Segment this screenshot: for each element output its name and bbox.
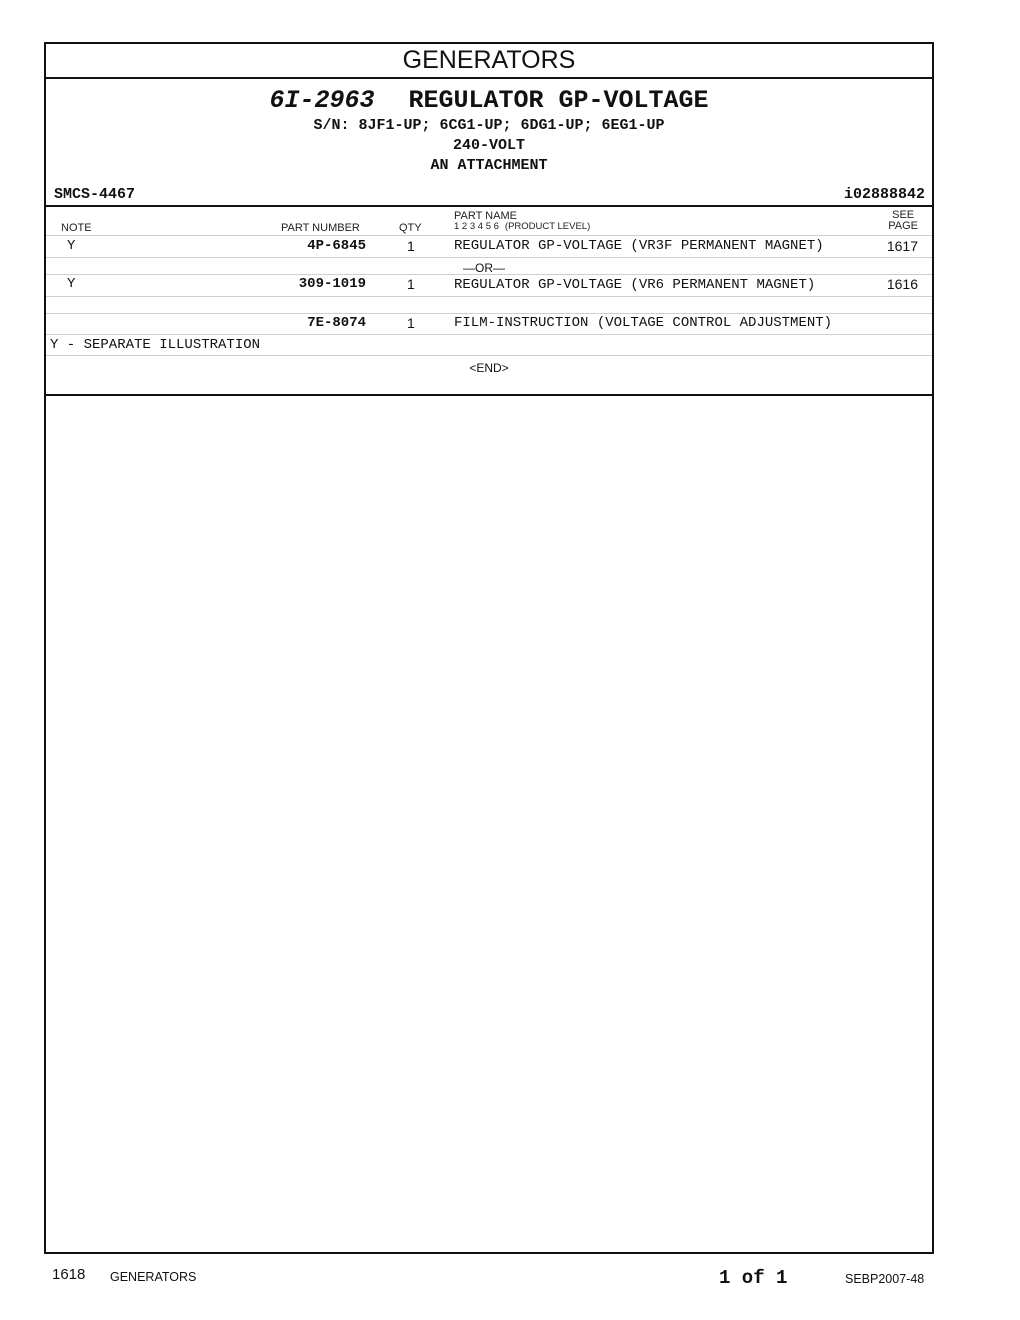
col-qty: QTY: [399, 222, 422, 234]
row-part-name: FILM-INSTRUCTION (VOLTAGE CONTROL ADJUSTMENT): [454, 315, 833, 331]
row-divider: [46, 355, 932, 356]
serial-numbers: S/N: 8JF1-UP; 6CG1-UP; 6DG1-UP; 6EG1-UP: [313, 117, 665, 134]
col-see: SEE: [892, 209, 915, 221]
parts-list-frame: [44, 42, 934, 1254]
illustration-id: i02888842: [843, 186, 925, 203]
col-product-levels: [454, 221, 590, 232]
group-part-number: 6I-2963: [269, 86, 375, 115]
smcs-code: SMCS-4467: [54, 186, 136, 203]
row-see-page[interactable]: 1616: [886, 276, 918, 292]
group-part-name: REGULATOR GP-VOLTAGE: [408, 86, 709, 115]
row-divider: [46, 257, 932, 258]
or-separator: —OR—: [463, 261, 505, 275]
table-row: [46, 274, 932, 294]
table-row: [46, 236, 932, 256]
legend-note: Y - SEPARATE ILLUSTRATION: [50, 337, 261, 353]
row-part-number[interactable]: 4P-6845: [307, 238, 366, 254]
group-title: [46, 86, 932, 116]
row-divider: [46, 334, 932, 335]
col-part-name: PART NAME: [454, 210, 517, 222]
voltage-label: 240-VOLT: [452, 137, 525, 154]
row-part-name: REGULATOR GP-VOLTAGE (VR6 PERMANENT MAGNET): [454, 277, 816, 293]
row-part-number[interactable]: 309-1019: [298, 276, 366, 292]
row-qty: 1: [407, 276, 415, 292]
row-part-number[interactable]: 7E-8074: [307, 315, 366, 331]
row-part-name: REGULATOR GP-VOLTAGE (VR3F PERMANENT MAGNET): [454, 238, 824, 254]
table-row: [46, 313, 932, 333]
footer-page-of: 1 of 1: [719, 1267, 788, 1289]
footer-section: GENERATORS: [110, 1270, 197, 1284]
row-qty: 1: [407, 238, 415, 254]
col-page: PAGE: [888, 220, 918, 232]
levels-label: (PRODUCT LEVEL): [504, 221, 591, 232]
row-note: Y: [67, 276, 76, 292]
footer-page-number: 1618: [52, 1266, 86, 1283]
col-see-page: [888, 210, 918, 232]
header-rule: [46, 205, 932, 207]
end-marker: <END>: [469, 361, 509, 375]
footer-doc-code: SEBP2007-48: [845, 1272, 925, 1286]
section-title: GENERATORS: [46, 44, 932, 79]
attachment-label: AN ATTACHMENT: [430, 157, 548, 174]
levels-numbers: 1 2 3 4 5 6: [454, 221, 499, 232]
col-note: NOTE: [61, 222, 92, 234]
row-qty: 1: [407, 315, 415, 331]
row-note: Y: [67, 238, 76, 254]
row-divider: [46, 296, 932, 297]
end-rule: [46, 394, 932, 396]
row-see-page[interactable]: 1617: [886, 238, 918, 254]
col-part-number: PART NUMBER: [281, 222, 360, 234]
